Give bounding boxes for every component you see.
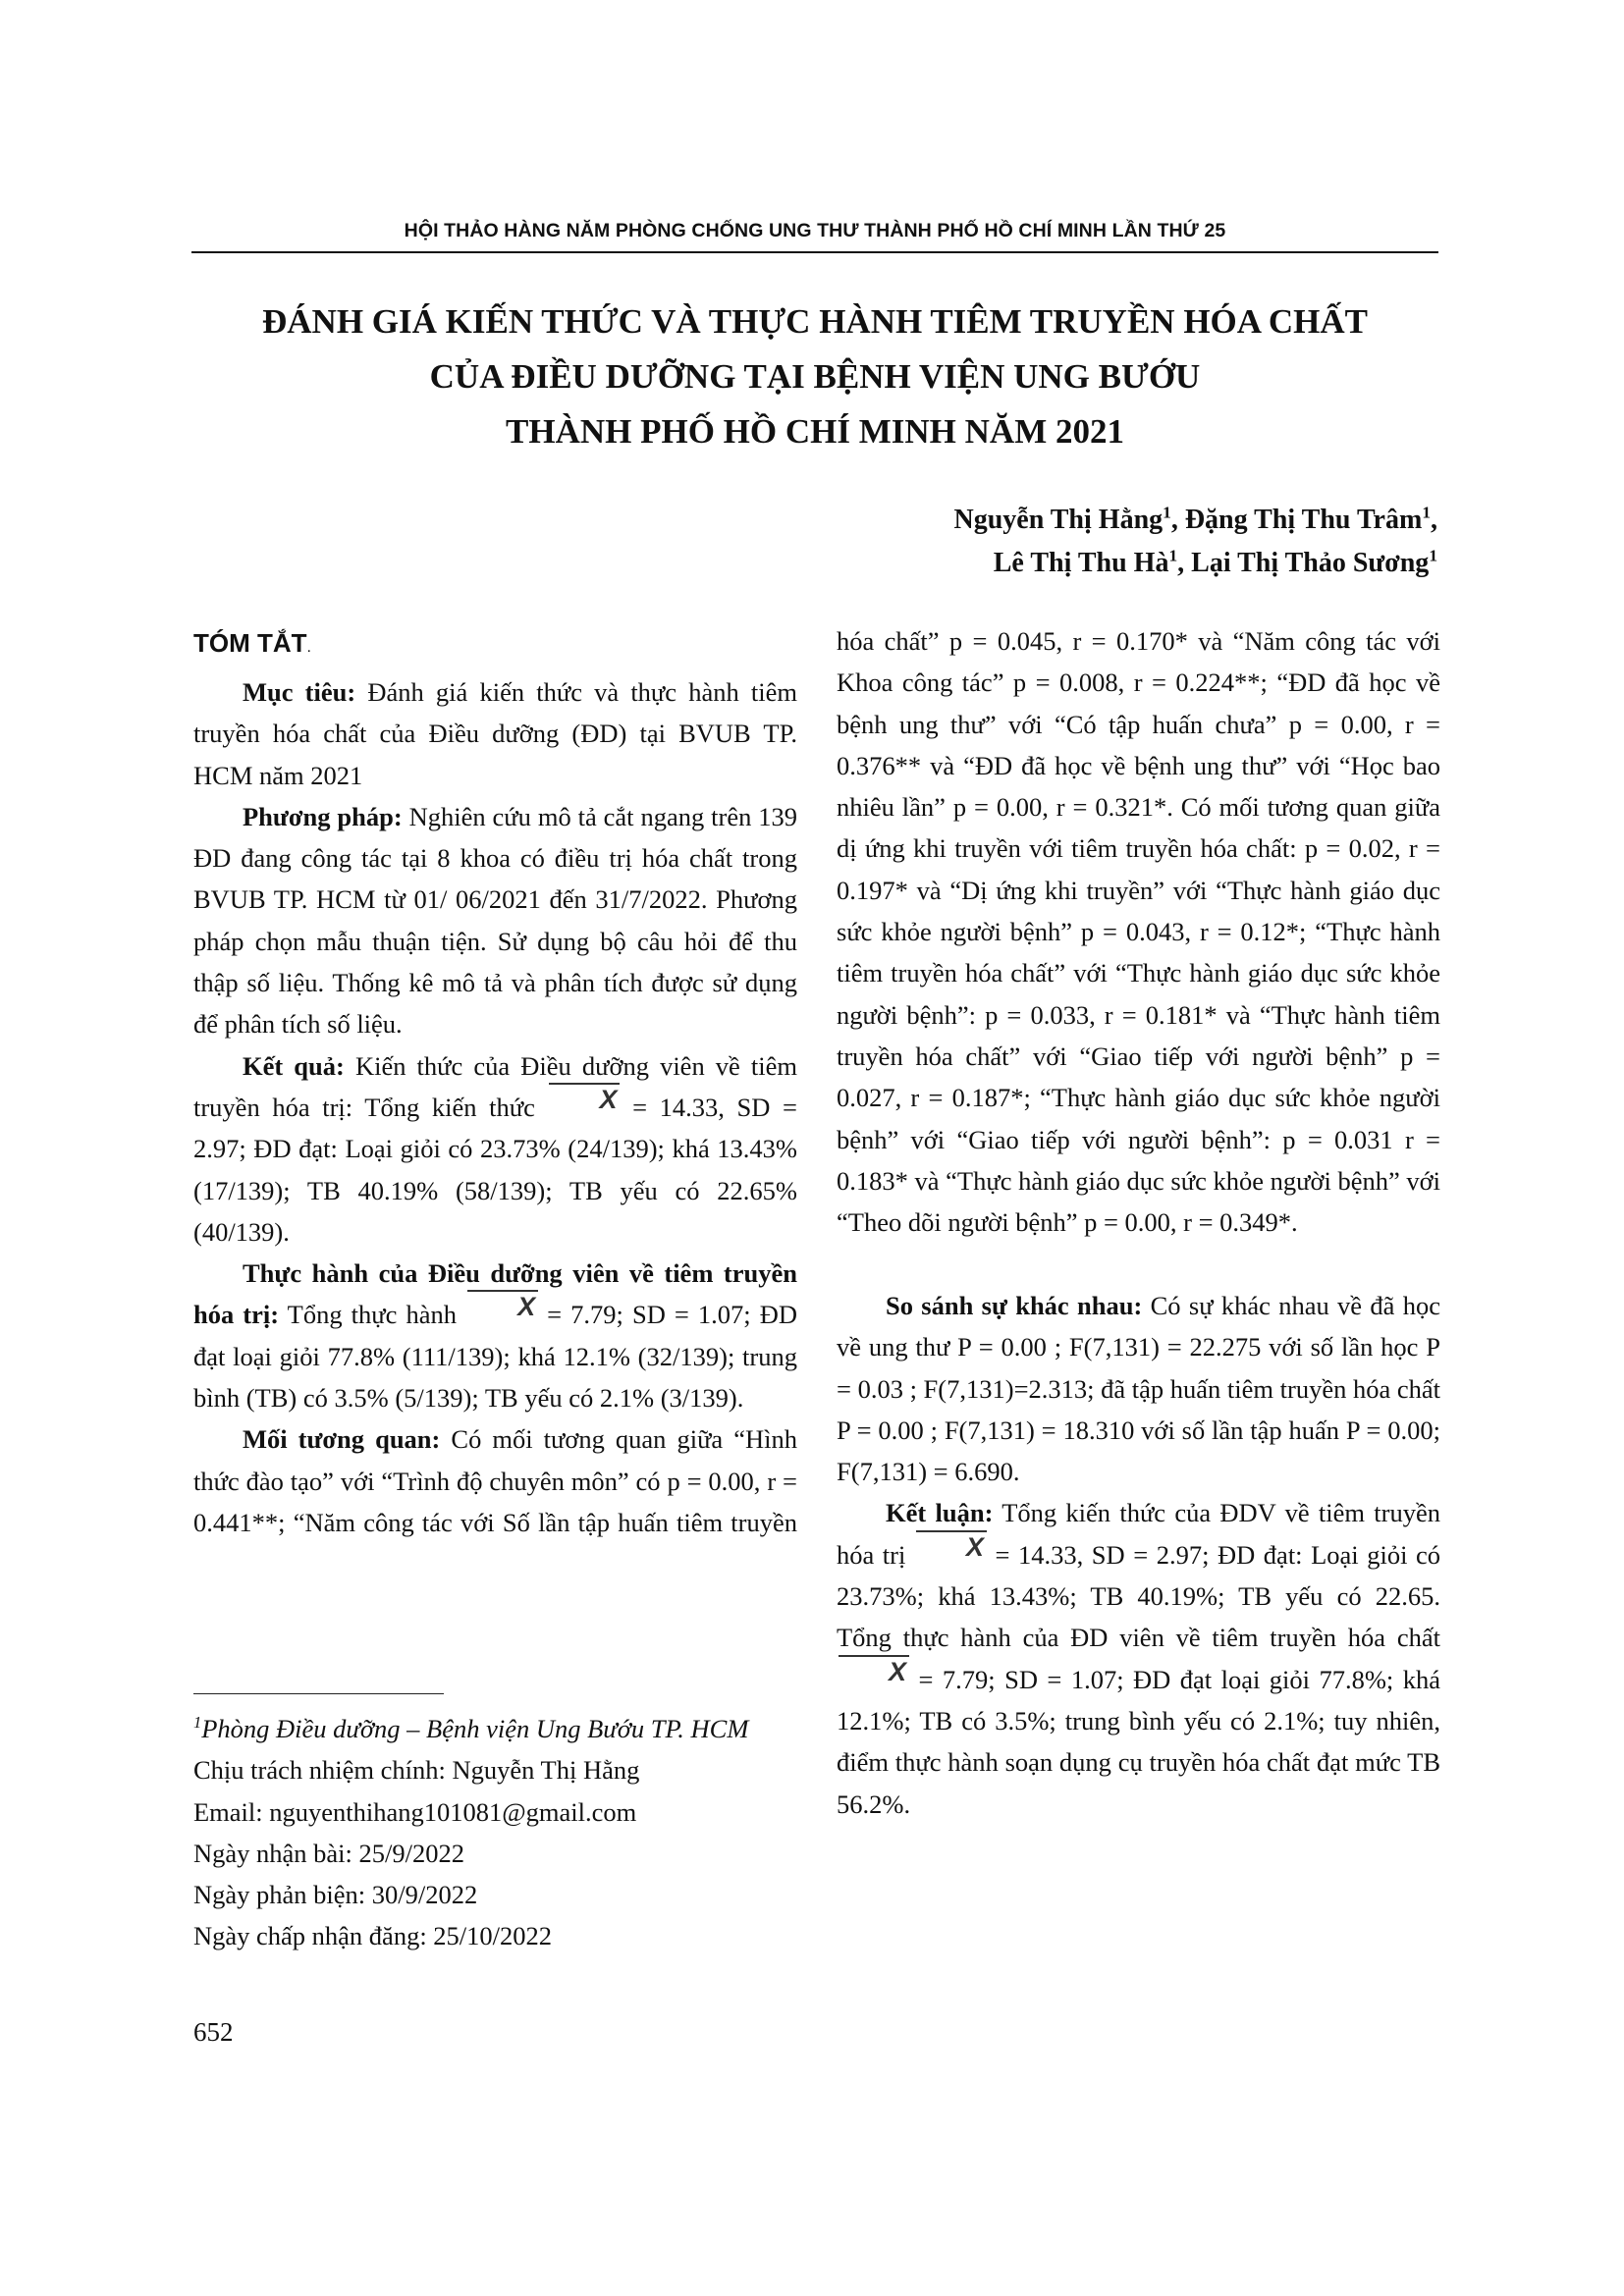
objective-label: Mục tiêu: bbox=[243, 677, 356, 707]
results-label: Kết quả: bbox=[243, 1050, 345, 1081]
footnote-accepted: Ngày chấp nhận đăng: 25/10/2022 bbox=[193, 1921, 553, 1951]
correlation-label: Mối tương quan: bbox=[243, 1424, 441, 1455]
footnote-received: Ngày nhận bài: 25/9/2022 bbox=[193, 1838, 464, 1868]
page-number: 652 bbox=[193, 2017, 234, 2047]
conclusion-text-b: = 14.33, SD = 2.97; ĐD đạt: Loại giỏi có 23.73%; khá 13.43%; TB 40.19%; TB yếu có 22.65. Tổng thực hành của ĐD viên về tiêm truyền hóa chất bbox=[837, 1539, 1440, 1653]
xbar-symbol bbox=[837, 1657, 909, 1686]
xbar-glyph: X bbox=[465, 1294, 538, 1320]
affiliation-mark: 1 bbox=[193, 1713, 202, 1733]
affiliation-text: Phòng Điều dưỡng – Bệnh viện Ung Bướu TP. HCM bbox=[201, 1714, 749, 1743]
footnote-rule bbox=[193, 1693, 444, 1694]
objective-text: Đánh giá kiến thức và thực hành tiêm truyền hóa chất của Điều dưỡng (ĐD) tại BVUB TP. HCM năm 2021 bbox=[193, 677, 797, 790]
objective-paragraph bbox=[193, 671, 797, 796]
footnote-responsible: Chịu trách nhiệm chính: Nguyễn Thị Hằng bbox=[193, 1755, 640, 1786]
results-text-a: Kiến thức của Điều dưỡng viên về tiêm truyền hóa trị: Tổng kiến thức bbox=[193, 1050, 797, 1122]
method-text: Nghiên cứu mô tả cắt ngang trên 139 ĐD đang công tác tại 8 khoa có điều trị hóa chất trong BVUB TP. HCM từ 01/ 06/2021 đến 31/7/2022. Phương pháp chọn mẫu thuận tiện. Sử dụng bộ câu hỏi để thu thập số liệu. Thống kê mô tả và phân tích được sử dụng để phân tích số liệu. bbox=[193, 801, 797, 1040]
method-label: Phương pháp: bbox=[243, 801, 403, 831]
footnote-reviewed: Ngày phản biện: 30/9/2022 bbox=[193, 1880, 478, 1910]
author-line-1 bbox=[554, 499, 1437, 542]
title-line-1: ĐÁNH GIÁ KIẾN THỨC VÀ THỰC HÀNH TIÊM TRUYỀN HÓA CHẤT bbox=[262, 302, 1368, 341]
author-affiliation-mark: 1 bbox=[1429, 546, 1437, 565]
author-line-2 bbox=[554, 542, 1437, 585]
author-list bbox=[554, 499, 1437, 585]
author-name: Nguyễn Thị Hằng bbox=[953, 505, 1164, 535]
author-separator: , bbox=[1177, 548, 1192, 578]
xbar-symbol bbox=[914, 1532, 987, 1562]
xbar-glyph: X bbox=[837, 1659, 909, 1685]
abstract-heading-dot: . bbox=[306, 639, 311, 656]
conclusion-paragraph bbox=[837, 1492, 1440, 1824]
author-name: Lê Thị Thu Hà bbox=[993, 548, 1169, 578]
xbar-symbol bbox=[547, 1085, 620, 1114]
title-line-2: CỦA ĐIỀU DƯỠNG TẠI BỆNH VIỆN UNG BƯỚU bbox=[429, 357, 1201, 396]
xbar-glyph: X bbox=[914, 1534, 987, 1561]
practice-text-b: = 7.79; SD = 1.07; ĐD đạt loại giỏi 77.8% (111/139); khá 12.1% (32/139); trung bình (TB) có 3.5% (5/139); TB yếu có 2.1% (3/139). bbox=[193, 1300, 798, 1414]
conclusion-text-a: Tổng kiến thức của ĐDV về tiêm truyền hóa trị bbox=[837, 1498, 1440, 1570]
method-paragraph bbox=[193, 796, 797, 1045]
compare-paragraph bbox=[837, 1285, 1440, 1492]
compare-label: So sánh sự khác nhau: bbox=[886, 1291, 1143, 1320]
conclusion-label: Kết luận: bbox=[886, 1498, 994, 1528]
footnote-affiliation bbox=[193, 1708, 797, 1749]
practice-label: Thực hành của Điều dưỡng viên về tiêm truyền hóa trị: bbox=[193, 1258, 797, 1330]
left-column bbox=[193, 620, 797, 1543]
footnotes bbox=[193, 1708, 797, 1957]
footnote-email: Email: nguyenthihang101081@gmail.com bbox=[193, 1796, 637, 1827]
correlation-paragraph-start bbox=[193, 1418, 797, 1543]
right-column bbox=[837, 620, 1440, 1825]
running-header: HỘI THẢO HÀNG NĂM PHÒNG CHỐNG UNG THƯ THÀNH PHỐ HỒ CHÍ MINH LẦN THỨ 25 bbox=[404, 220, 1226, 241]
results-paragraph bbox=[193, 1045, 797, 1253]
correlation-text: Có mối tương quan giữa “Hình thức đào tạo” với “Trình độ chuyên môn” có p = 0.00, r = 0.441**; “Năm công tác với Số lần tập huấn tiêm truyền bbox=[193, 1424, 797, 1537]
results-text-b: = 14.33, SD = 2.97; ĐD đạt: Loại giỏi có 23.73% (24/139); khá 13.43% (17/139); TB 40.19% (58/139); TB yếu có 22.65% (40/139). bbox=[193, 1092, 798, 1247]
header-rule bbox=[191, 251, 1438, 253]
practice-text-a: Tổng thực hành bbox=[279, 1300, 466, 1330]
abstract-heading bbox=[193, 620, 797, 666]
compare-text: Có sự khác nhau về đã học về ung thư P = 0.00 ; F(7,131) = 22.275 với số lần học P = 0.03 ; F(7,131)=2.313; đã tập huấn tiêm truyền hóa chất P = 0.00 ; F(7,131) = 18.310 với số lần tập huấn P = 0.00; F(7,131) = 6.690. bbox=[837, 1291, 1440, 1487]
title-line-3: THÀNH PHỐ HỒ CHÍ MINH NĂM 2021 bbox=[506, 412, 1124, 451]
xbar-glyph: X bbox=[547, 1087, 620, 1113]
author-separator: , bbox=[1170, 505, 1185, 535]
practice-paragraph bbox=[193, 1253, 797, 1418]
author-affiliation-mark: 1 bbox=[1168, 546, 1178, 565]
correlation-paragraph-full bbox=[837, 620, 1440, 1243]
author-name: Đặng Thị Thu Trâm bbox=[1184, 505, 1423, 535]
paper-title bbox=[191, 294, 1438, 459]
author-affiliation-mark: 1 bbox=[1422, 503, 1431, 522]
xbar-symbol bbox=[465, 1292, 538, 1321]
correlation-text-continued: hóa chất” p = 0.045, r = 0.170* và “Năm công tác với Khoa công tác” p = 0.008, r = 0.224**; “ĐD đã học về bệnh ung thư” với “Có tập huấn chưa” p = 0.00, r = 0.376** và “ĐD đã học về bệnh ung thư” với “Học bao nhiêu lần” p = 0.00, r = 0.321*. Có mối tương quan giữa dị ứng khi truyền với tiêm truyền hóa chất: p = 0.02, r = 0.197* và “Dị ứng khi truyền” với “Thực hành giáo dục sức khỏe người bệnh” p = 0.043, r = 0.12*; “Thực hành tiêm truyền hóa chất” với “Thực hành giáo dục sức khỏe người bệnh”: p = 0.033, r = 0.181* và “Thực hành tiêm truyền hóa chất” với “Giao tiếp với người bệnh” p = 0.027, r = 0.187*; “Thực hành giáo dục sức khỏe người bệnh” với “Giao tiếp với người bệnh”: p = 0.031 r = 0.183* và “Thực hành giáo dục sức khỏe người bệnh” với “Theo dõi người bệnh” p = 0.00, r = 0.349*. bbox=[837, 626, 1440, 1238]
abstract-heading-text: TÓM TẮT bbox=[193, 628, 307, 658]
conclusion-text-c: = 7.79; SD = 1.07; ĐD đạt loại giỏi 77.8%; khá 12.1%; TB có 3.5%; trung bình yếu có 2.1%; tuy nhiên, điểm thực hành soạn dụng cụ truyền hóa chất đạt mức TB 56.2%. bbox=[837, 1664, 1440, 1819]
author-affiliation-mark: 1 bbox=[1163, 503, 1171, 522]
author-name: Lại Thị Thảo Sương bbox=[1191, 548, 1430, 578]
author-separator: , bbox=[1431, 505, 1437, 535]
correlation-continuation bbox=[837, 620, 1440, 1285]
